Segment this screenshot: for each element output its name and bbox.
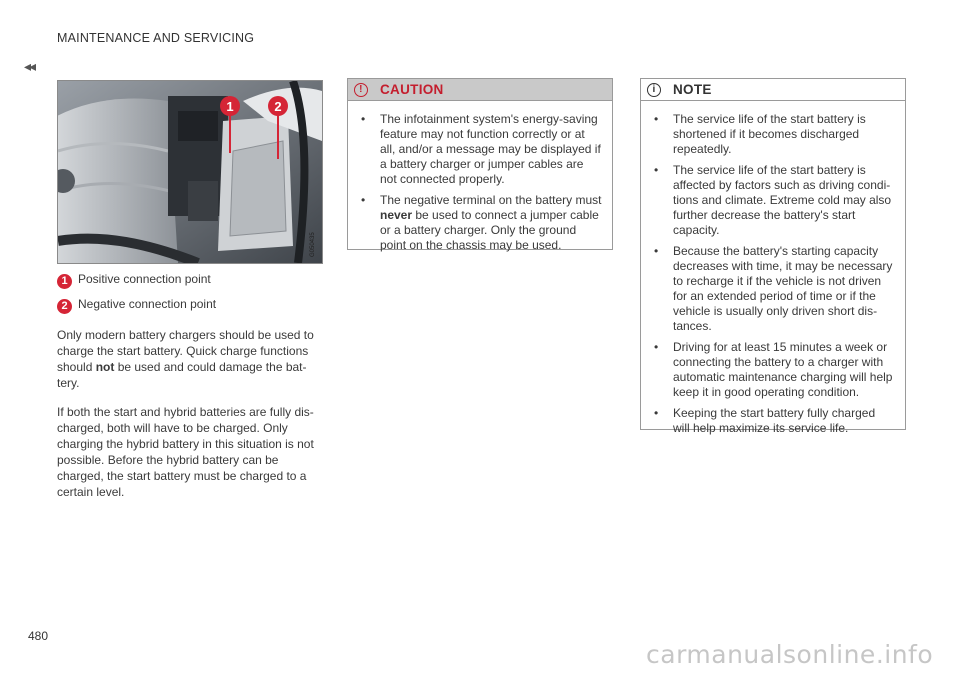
list-item: • The infotainment system's energy-saving feature may not function correctly or at all, and/or a message may be displayed if a battery charger or jumper cables are not connected properly. [358,112,602,187]
caution-title: CAUTION [380,82,444,97]
emphasis: never [380,208,413,222]
figure-code: G050435 [310,232,316,257]
callout-label: Positive connection point [78,272,211,286]
text: be used to connect a jumper cable or a battery charger. Only the ground point on the chassis may be used. [380,208,599,252]
callout-number: 1 [57,274,72,289]
callout-negative [57,297,323,314]
list-item [358,193,602,253]
note-box [640,78,906,435]
caution-header [348,79,612,101]
list-item: • The service life of the start battery is shortened if it becomes discharged repeatedly. [651,112,895,157]
callout-positive [57,272,323,289]
note-list [641,101,905,448]
caution-box [347,78,613,250]
paragraph-discharged: If both the start and hybrid batteries are fully dis-charged, both will have to be charged. Only charging the hybrid battery in this situation is not possible. Before the hybrid battery can be charged, the start battery must be charged to a certain level. [57,405,314,499]
emphasis: not [95,360,115,374]
list-item: • The service life of the start battery is affected by factors such as driving condi-tions and climate. Extreme cold may also further decrease the battery's start capacity. [651,163,895,238]
note-header [641,79,905,101]
watermark-logo[interactable]: carmanualsonline.info [646,640,934,669]
list-item: • Keeping the start battery fully charged will help maximize its service life. [651,406,895,436]
text: The negative terminal on the battery must [380,193,602,207]
engine-bay-photo [57,80,323,264]
list-item: • Because the battery's starting capacity decreases with time, it may be necessary to recharge it if the vehicle is not driven for an extended period of time or if the vehicle is usually only driven short dis-tances. [651,244,895,334]
info-icon: i [647,83,661,97]
page-number: 480 [28,629,49,643]
text: Only modern battery chargers should be used to charge the start battery. Quick charge functions should [57,328,314,374]
callout-label: Negative connection point [78,297,217,311]
marker-1: 1 [226,99,234,114]
left-column [57,80,323,500]
warning-icon: ! [354,83,368,97]
text: be used and could damage the bat-tery. [57,360,307,390]
caution-list [348,101,612,265]
marker-2: 2 [274,99,282,114]
note-title: NOTE [673,82,712,97]
callout-number: 2 [57,299,72,314]
list-item: • Driving for at least 15 minutes a week or connecting the battery to a charger with automatic maintenance charging will help keep it in good operating condition. [651,340,895,400]
section-header: MAINTENANCE AND SERVICING [57,31,255,45]
paragraph-charger [57,327,323,391]
back-arrow-icon[interactable]: ◂◂ [24,58,35,74]
